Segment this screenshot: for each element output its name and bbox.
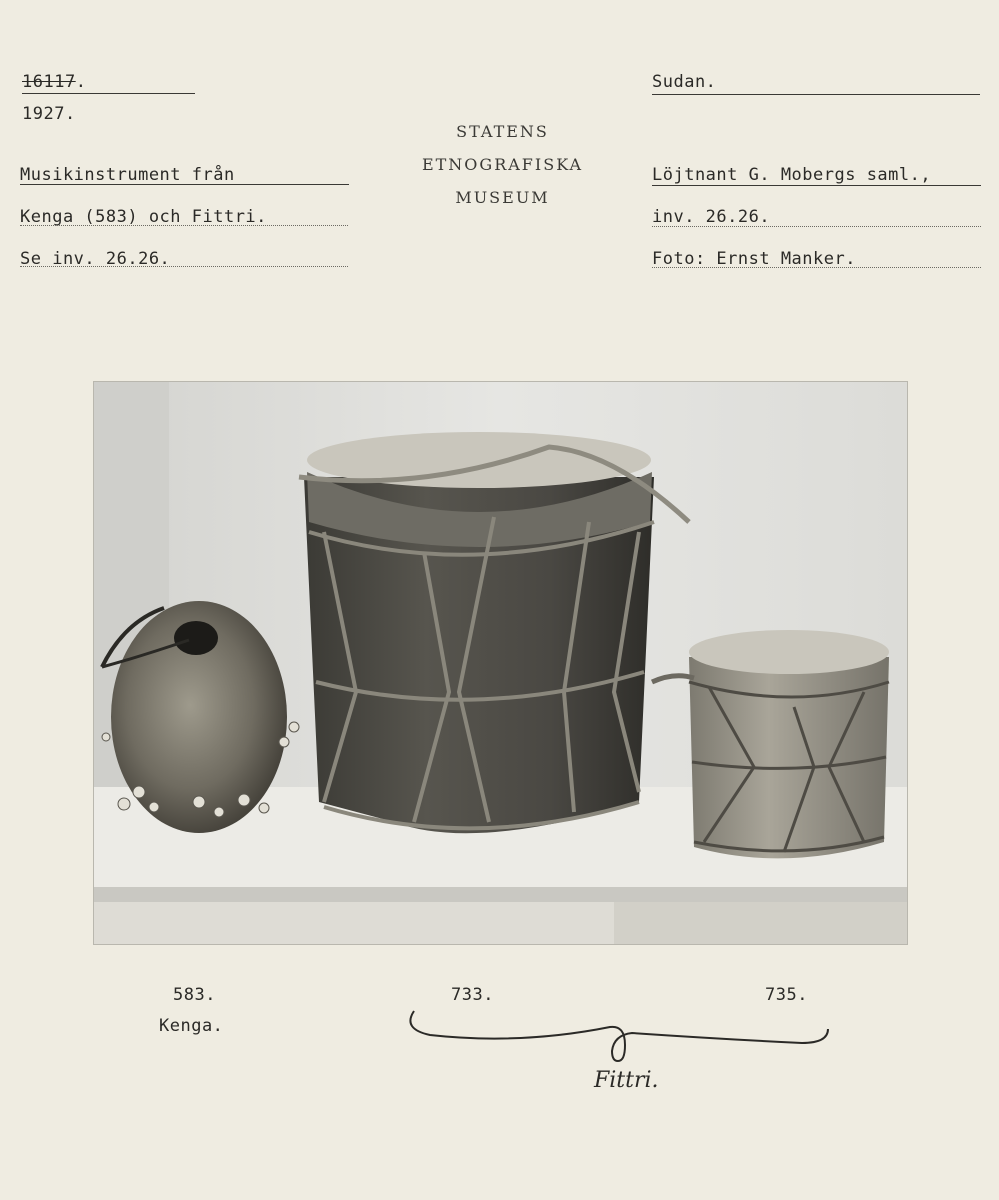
collection-line-2-rule [652,226,981,227]
handwritten-group-label: Fittri. [594,1068,659,1093]
three-drums-photo [93,381,908,945]
museum-name-line-3: MUSEUM [455,188,550,207]
description-line-2-rule [20,225,348,226]
description-line-3-rule [20,266,348,267]
description-line-1: Musikinstrument från [20,165,235,185]
item-583-number: 583. [173,985,216,1005]
description-line-3: Se inv. 26.26. [20,249,171,269]
museum-name-line-2: ETNOGRAFISKA [421,155,584,174]
curly-brace-drawing [400,1005,840,1075]
collection-line-1-rule [652,185,981,186]
museum-name [400,115,605,214]
catalog-number-underline [22,93,195,94]
collection-line-3-rule [652,267,981,268]
collection-line-2: inv. 26.26. [652,207,771,227]
collection-line-1: Löjtnant G. Mobergs saml., [652,165,932,185]
item-733-number: 733. [451,985,494,1005]
item-735-number: 735. [765,985,808,1005]
description-line-2: Kenga (583) och Fittri. [20,207,267,227]
item-583-label: Kenga. [159,1016,224,1036]
collection-line-3: Foto: Ernst Manker. [652,249,856,269]
photo-drawing [94,382,907,944]
region-text: Sudan. [652,72,717,92]
description-line-1-rule [20,184,349,185]
year-text: 1927. [22,104,76,124]
catalog-number-suffix: . [75,72,87,92]
catalog-number-struck: 16117 [22,72,76,92]
museum-name-line-1: STATENS [456,122,549,141]
region-underline [652,94,980,95]
catalog-number [22,72,86,92]
